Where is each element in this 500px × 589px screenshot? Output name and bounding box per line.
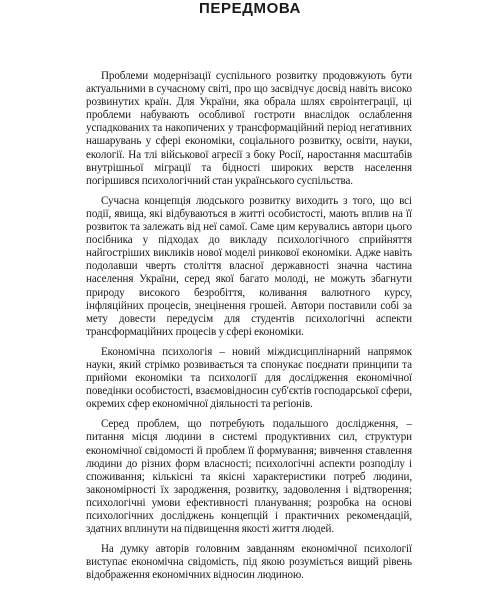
paragraph-4: Серед проблем, що потребують подальшого дослідження, – питання місця людини в системі продуктивних сил, структури економічної свідомості й проблем її формування; вивчення ставлення людини до різних форм власності; психологічні аспекти розподілу і споживання; кількісні та якісні характеристики потреб людини, закономірності їх зародження, розвитку, задоволення і відтворення; психологічні умови ефективності планування; розробка на основі психологічних досліджень концепцій і практичних рекомендацій, здатних вплинути на підвищення якості життя людей.: [86, 418, 412, 536]
paragraph-1: Проблеми модернізації суспільного розвитку продовжують бути актуальними в сучасному світі, про що засвідчує досвід навіть високо розвинутих країн. Для України, яка обрала шлях євроінтеграції, ці проблеми набувають особливої гостроти внаслідок ослаблення успадкованих та накопичених у трансформаційний період негативних нашарувань у сфері економіки, соціального розвитку, освіти, науки, екології. На тлі військової агресії з боку Росії, наростання масштабів внутрішньої міграції та бідності широких верств населення погіршився психологічний стан українського суспільства.: [86, 70, 412, 187]
paragraph-3: Економічна психологія – новий міждисциплінарний напрямок науки, який стрімко розвивається та спонукає поєднати принципи та прийоми економіки та психології для дослідження економічної поведінки особистості, взаємовідносин суб'єктів господарської сфери, окремих сфер економічної діяльності та регіонів.: [86, 345, 412, 411]
preface-body: [86, 70, 412, 589]
paragraph-2: Сучасна концепція людського розвитку виходить з того, що всі події, явища, які відбуваються в житті особистості, мають вплив на її розвиток та залежать від неї самої. Саме цим керувались автори цього посібника у підходах до викладу психологічного сприйняття найгостріших викликів нової моделі ринкової економіки. Адже навіть подолавши чверть століття власної державності значна частина населення України, серед якої багато молоді, не можуть збагнути природу високого безробіття, коливання валютного курсу, інфляційних процесів, знецінення грошей. Автори поставили собі за мету довести передусім для студентів психологічні аспекти трансформаційних процесів у сфері економіки.: [86, 194, 412, 338]
page-title: ПЕРЕДМОВА: [199, 0, 301, 17]
paragraph-5: На думку авторів головним завданням економічної психології виступає економічна свідомість, під якою розуміється вищий рівень відображення економічних відносин людиною.: [86, 543, 412, 582]
